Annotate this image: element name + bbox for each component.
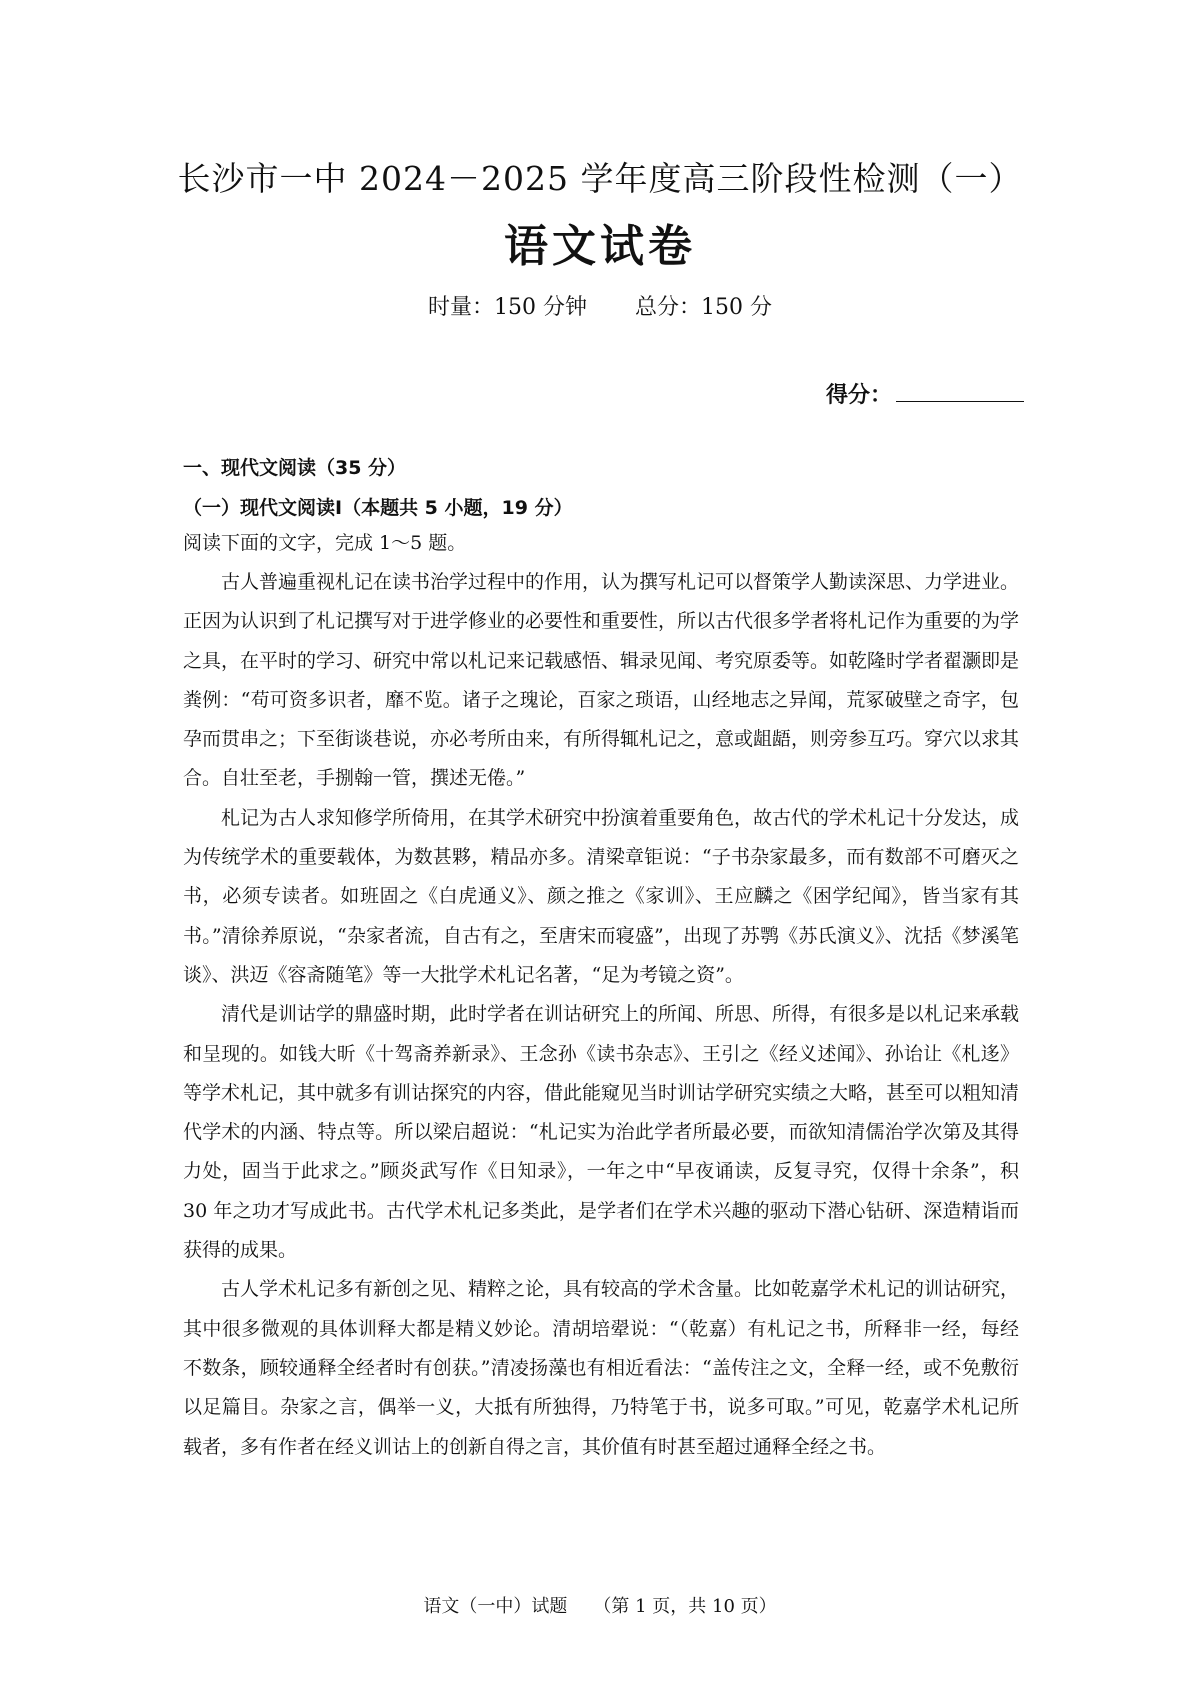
paper-title: 语文试卷 xyxy=(504,221,696,272)
subsection-heading: （一）现代文阅读Ⅰ（本题共 5 小题，19 分） xyxy=(183,497,573,519)
passage-paragraph: 清代是训诂学的鼎盛时期，此时学者在训诂研究上的所闻、所思、所得，有很多是以札记来承载和呈现的。如钱大昕《十驾斋养新录》、王念孙《读书杂志》、王引之《经义述闻》、孙诒让《札迻》等学术札记，其中就多有训诂探究的内容，借此能窥见当时训诂学研究实绩之大略，甚至可以粗知清代学术的内涵、特点等。所以梁启超说：“札记实为治此学者所最必要，而欲知清儒治学次第及其得力处，固当于此求之。”顾炎武写作《日知录》，一年之中“早夜诵读，反复寻究，仅得十余条”，积 30 年之功才写成此书。古代学术札记多类此，是学者们在学术兴趣的驱动下潜心钻研、深造精诣而获得的成果。 xyxy=(183,1003,1020,1262)
score-label: 得分： xyxy=(826,383,893,408)
passage-paragraph: 古人普遍重视札记在读书治学过程中的作用，认为撰写札记可以督策学人勤读深思、力学进业。正因为认识到了札记撰写对于进学修业的必要性和重要性，所以古代很多学者将札记作为重要的为学之具，在平时的学习、研究中常以札记来记载感悟、辑录见闻、考究原委等。如乾隆时学者翟灏即是粪例：“苟可资多识者，靡不览。诸子之瑰论，百家之琐语，山经地志之异闻，荒冢破壁之奇字，包孕而贯串之；下至街谈巷说，亦必考所由来，有所得辄札记之，意或龃龉，则旁参互巧。穿穴以求其合。自壮至老，手捌翰一管，撰述无倦。” xyxy=(183,571,1020,790)
footer-subject: 语文（一中）试题 xyxy=(423,1596,568,1617)
reading-instruction: 阅读下面的文字，完成 1～5 题。 xyxy=(183,532,467,554)
section-heading: 一、现代文阅读（35 分） xyxy=(183,457,407,479)
footer-page-number: （第 1 页，共 10 页） xyxy=(593,1596,777,1617)
total-score-text: 总分：150 分 xyxy=(635,295,772,320)
passage-paragraph: 古人学术札记多有新创之见、精粹之论，具有较高的学术含量。比如乾嘉学术札记的训诂研究，其中很多微观的具体训释大都是精义妙论。清胡培翚说：“（乾嘉）有札记之书，所释非一经，每经不数条，顾较通释全经者时有创获。”清凌扬藻也有相近看法：“盖传注之文，全释一经，或不免敷衍以足篇目。杂家之言，偶举一义，大抵有所独得，乃特笔于书，说多可取。”可见，乾嘉学术札记所载者，多有作者在经义训诂上的创新自得之言，其价值有时甚至超过通释全经之书。 xyxy=(183,1278,1020,1458)
exam-meta xyxy=(0,290,1200,321)
passage-paragraph: 札记为古人求知修学所倚用，在其学术研究中扮演着重要角色，故古代的学术札记十分发达，成为传统学术的重要载体，为数甚夥，精品亦多。清梁章钜说：“子书杂家最多，而有数部不可磨灭之书，必须专读者。如班固之《白虎通义》、颜之推之《家训》、王应麟之《困学纪闻》，皆当家有其书。”清徐养原说，“杂家者流，自古有之，至唐宋而寝盛”，出现了苏鹗《苏氏演义》、沈括《梦溪笔谈》、洪迈《容斋随笔》等一大批学术札记名著，“足为考镜之资”。 xyxy=(183,806,1020,986)
score-field xyxy=(826,378,1024,409)
exam-title-line: 长沙市一中 2024－2025 学年度高三阶段性检测（一） xyxy=(177,159,1023,198)
reading-passage xyxy=(183,563,1019,1467)
duration-text: 时量：150 分钟 xyxy=(428,295,587,320)
score-blank-line[interactable] xyxy=(896,381,1024,402)
page-footer xyxy=(0,1592,1200,1618)
